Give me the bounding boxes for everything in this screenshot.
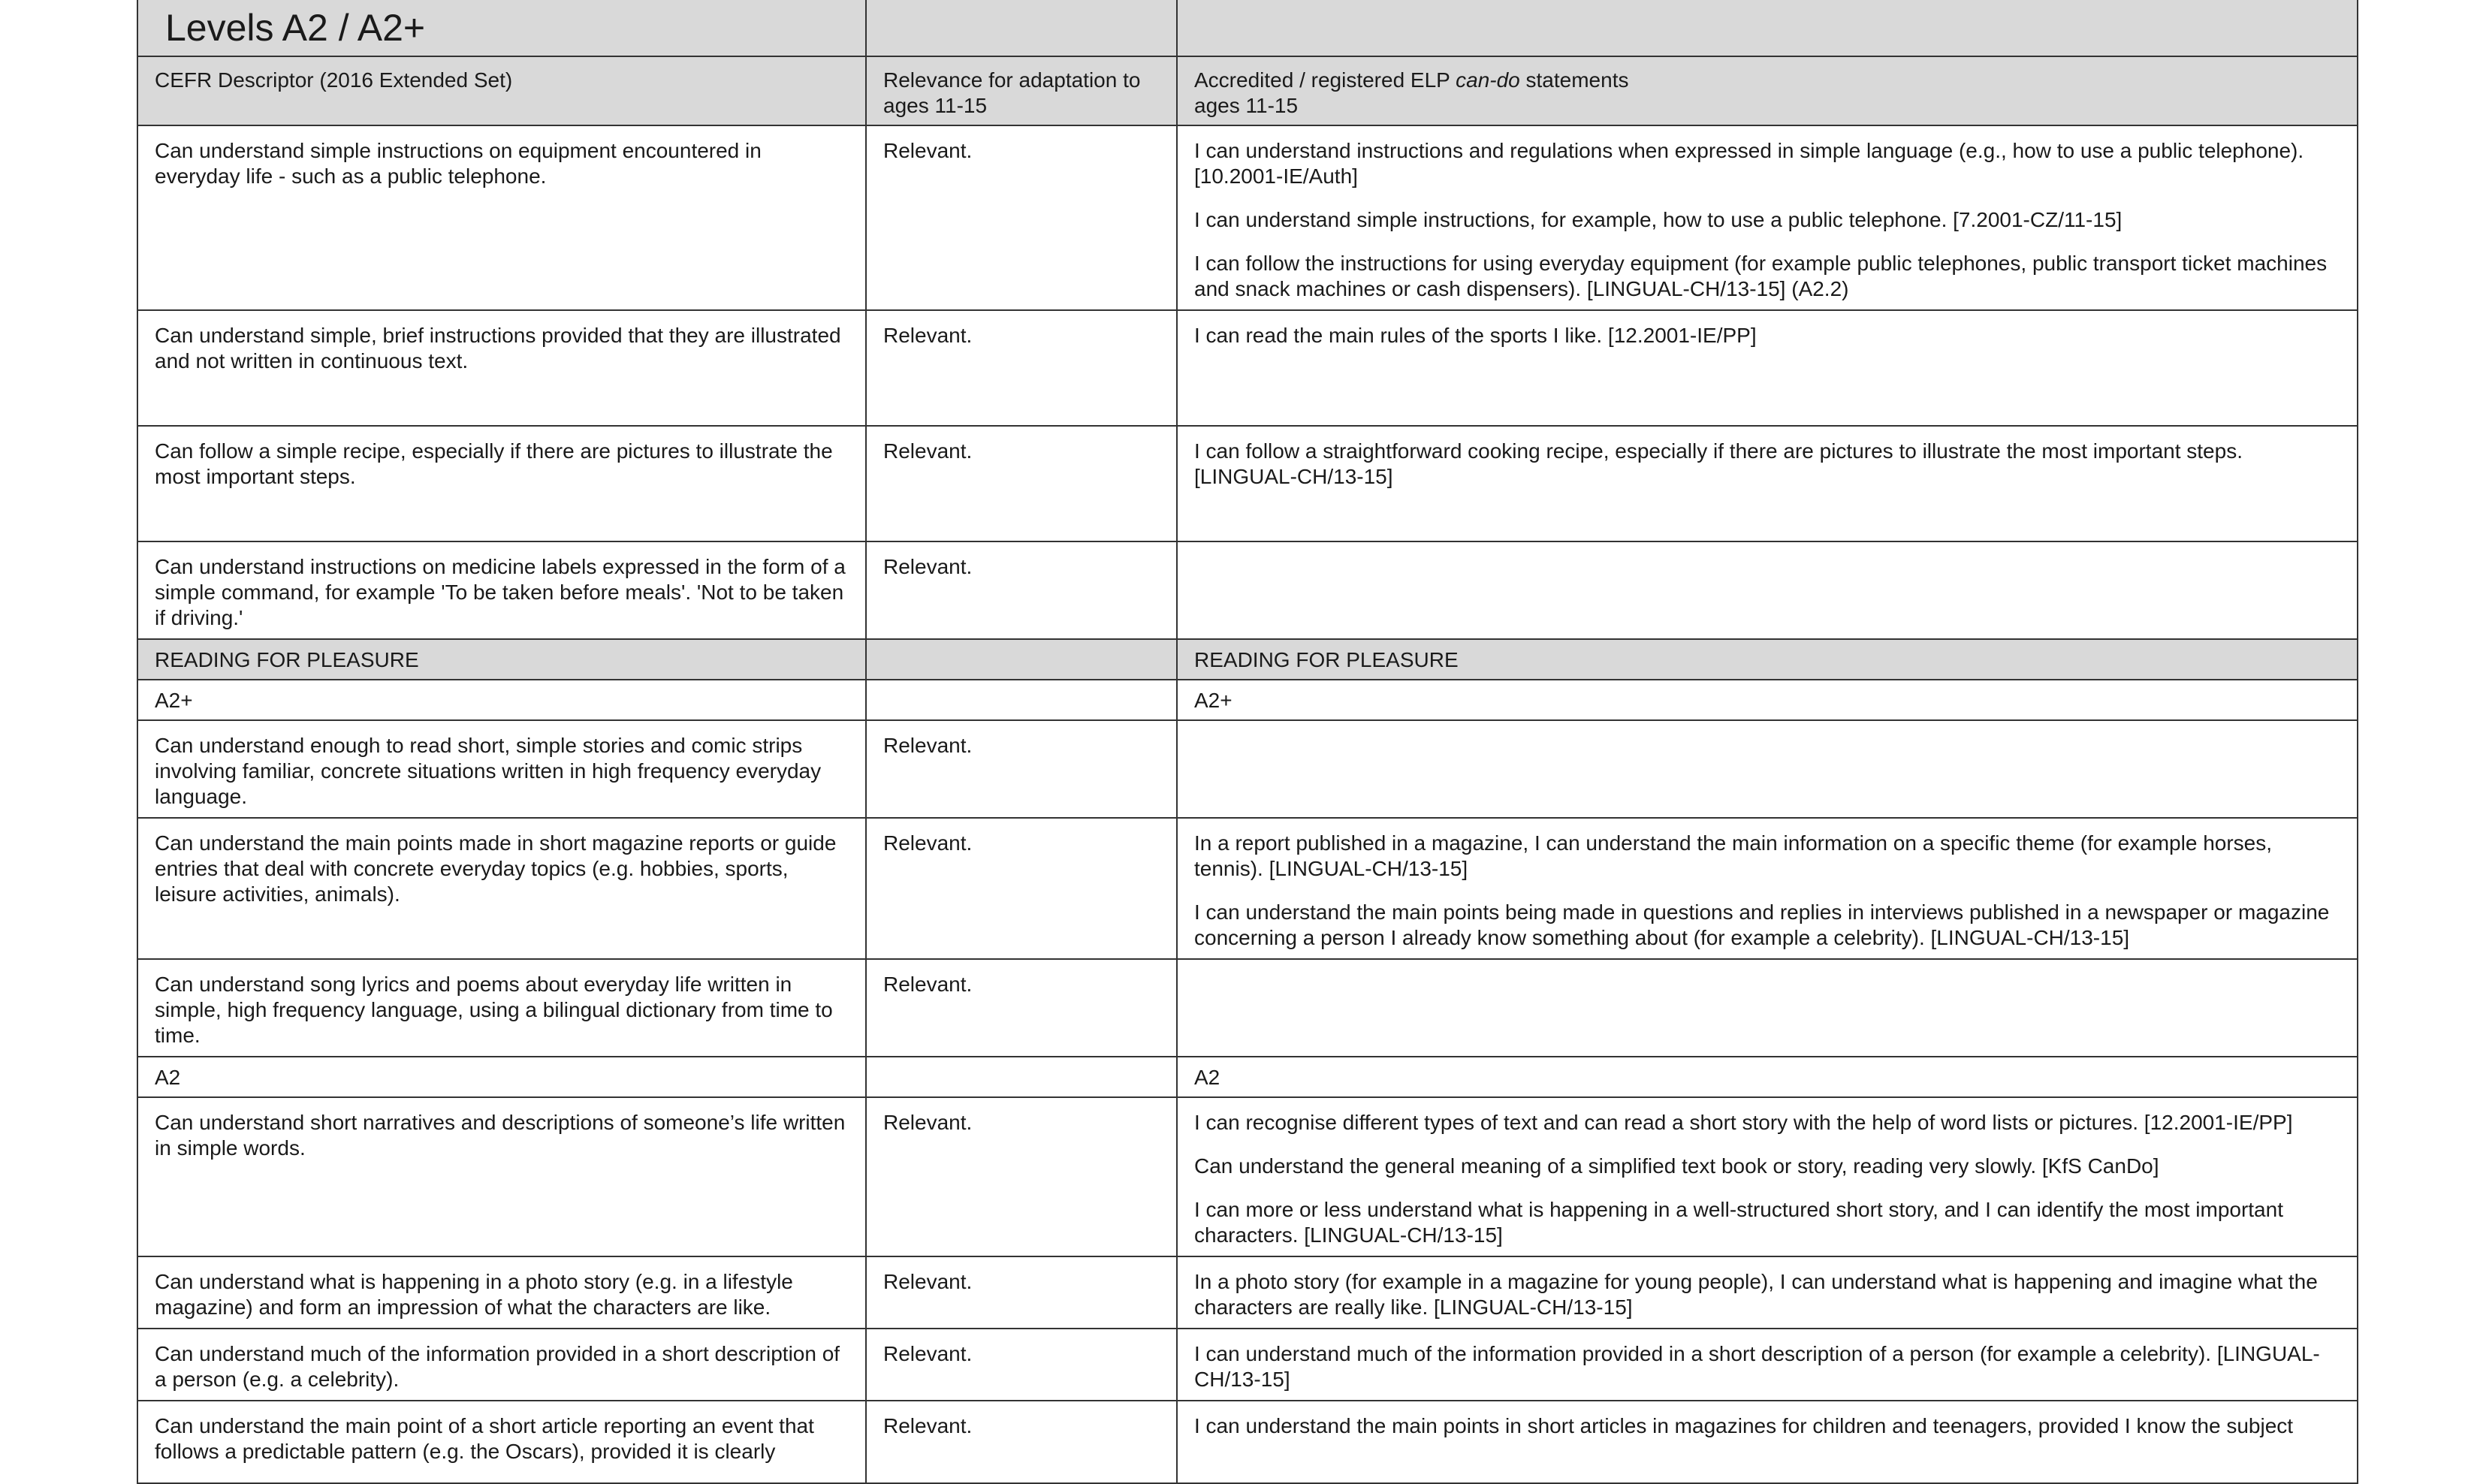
statements-cell xyxy=(1177,1329,2358,1401)
relevance-cell: Relevant. xyxy=(866,1329,1177,1401)
page-title: Levels A2 / A2+ xyxy=(165,7,426,49)
statement: I can recognise different types of text and can read a short story with the help of word lists or pictures. [12.2001-IE/PP] xyxy=(1194,1111,2293,1134)
title-row xyxy=(137,0,2358,56)
header-statements-pre: Accredited / registered ELP xyxy=(1194,68,1456,92)
header-descriptor-label: CEFR Descriptor (2016 Extended Set) xyxy=(155,68,513,92)
descriptor-cell: Can understand instructions on medicine labels expressed in the form of a simple command, for example 'To be taken before meals'. 'Not to be taken if driving.' xyxy=(137,541,866,639)
relevance-cell: Relevant. xyxy=(866,541,1177,639)
statement: I can understand much of the information provided in a short description of a person (for example a celebrity). [LINGUAL-CH/13-15] xyxy=(1194,1342,2320,1391)
statements-cell xyxy=(1177,310,2358,426)
header-statements xyxy=(1177,56,2358,125)
statements-cell xyxy=(1177,959,2358,1057)
descriptor-cell: Can understand song lyrics and poems about everyday life written in simple, high frequency language, using a bilingual dictionary from time to time. xyxy=(137,959,866,1057)
descriptor-cell: Can follow a simple recipe, especially if there are pictures to illustrate the most important steps. xyxy=(137,426,866,541)
title-empty-cell xyxy=(1177,0,2358,56)
descriptor-cell: Can understand what is happening in a photo story (e.g. in a lifestyle magazine) and form an impression of what the characters are like. xyxy=(137,1256,866,1329)
descriptor-cell: Can understand simple instructions on equipment encountered in everyday life - such as a public telephone. xyxy=(137,125,866,310)
header-row xyxy=(137,56,2358,125)
title-cell xyxy=(137,0,866,56)
table-row xyxy=(137,310,2358,426)
descriptor-cell: Can understand much of the information provided in a short description of a person (e.g. a celebrity). xyxy=(137,1329,866,1401)
table-row xyxy=(137,720,2358,818)
statement: I can follow the instructions for using everyday equipment (for example public telephones, public transport ticket machines and snack machines or cash dispensers). [LINGUAL-CH/13-15] (A2.2) xyxy=(1194,252,2328,300)
header-statements-line1 xyxy=(1194,68,2342,93)
section-empty-cell xyxy=(866,639,1177,680)
relevance-cell: Relevant. xyxy=(866,125,1177,310)
statement: I can understand the main points in short articles in magazines for children and teenagers, provided I know the subject xyxy=(1194,1414,2294,1437)
statements-cell xyxy=(1177,720,2358,818)
table-row xyxy=(137,1329,2358,1401)
descriptor-cell: Can understand short narratives and descriptions of someone’s life written in simple words. xyxy=(137,1097,866,1256)
relevance-cell: Relevant. xyxy=(866,310,1177,426)
level-row xyxy=(137,680,2358,720)
relevance-cell: Relevant. xyxy=(866,1097,1177,1256)
statements-cell xyxy=(1177,1256,2358,1329)
descriptor-cell: Can understand the main point of a short article reporting an event that follows a predictable pattern (e.g. the Oscars), provided it is clearly xyxy=(137,1401,866,1483)
relevance-cell: Relevant. xyxy=(866,1256,1177,1329)
statements-cell xyxy=(1177,541,2358,639)
statement: Can understand the general meaning of a simplified text book or story, reading very slowly. [KfS CanDo] xyxy=(1194,1154,2159,1178)
statement: I can read the main rules of the sports I like. [12.2001-IE/PP] xyxy=(1194,324,1757,347)
header-statements-post: statements xyxy=(1519,68,1629,92)
header-relevance xyxy=(866,56,1177,125)
statement: I can follow a straightforward cooking recipe, especially if there are pictures to illustrate the most important steps. [LINGUAL-CH/13-15] xyxy=(1194,439,2243,488)
header-relevance-line1: Relevance for adaptation to xyxy=(883,68,1141,92)
section-label: READING FOR PLEASURE xyxy=(1177,639,2358,680)
statement: I can understand instructions and regulations when expressed in simple language (e.g., how to use a public telephone). [10.2001-IE/Auth] xyxy=(1194,139,2304,188)
table-row xyxy=(137,541,2358,639)
table-row xyxy=(137,1256,2358,1329)
table-row xyxy=(137,1097,2358,1256)
statement: I can more or less understand what is happening in a well-structured short story, and I can identify the most important characters. [LINGUAL-CH/13-15] xyxy=(1194,1198,2283,1247)
statement: In a photo story (for example in a magazine for young people), I can understand what is happening and imagine what the characters are really like. [LINGUAL-CH/13-15] xyxy=(1194,1270,2318,1319)
statements-cell xyxy=(1177,125,2358,310)
title-empty-cell xyxy=(866,0,1177,56)
statements-cell xyxy=(1177,818,2358,959)
header-relevance-line2: ages 11-15 xyxy=(883,94,988,117)
descriptor-cell: Can understand enough to read short, simple stories and comic strips involving familiar, concrete situations written in high frequency everyday language. xyxy=(137,720,866,818)
statement: I can understand the main points being made in questions and replies in interviews published in a newspaper or magazine concerning a person I already know something about (for example a celebrity). [LINGUAL-CH/13-15] xyxy=(1194,900,2330,949)
descriptor-cell: Can understand the main points made in short magazine reports or guide entries that deal with concrete everyday topics (e.g. hobbies, sports, leisure activities, animals). xyxy=(137,818,866,959)
descriptor-cell: Can understand simple, brief instructions provided that they are illustrated and not written in continuous text. xyxy=(137,310,866,426)
statement: I can understand simple instructions, for example, how to use a public telephone. [7.2001-CZ/11-15] xyxy=(1194,208,2123,231)
level-empty-cell xyxy=(866,1057,1177,1097)
level-label: A2+ xyxy=(137,680,866,720)
header-statements-line2: ages 11-15 xyxy=(1194,94,1299,117)
relevance-cell: Relevant. xyxy=(866,1401,1177,1483)
relevance-cell: Relevant. xyxy=(866,426,1177,541)
level-label: A2 xyxy=(137,1057,866,1097)
level-label: A2 xyxy=(1177,1057,2358,1097)
level-empty-cell xyxy=(866,680,1177,720)
relevance-cell: Relevant. xyxy=(866,818,1177,959)
header-statements-em: can-do xyxy=(1456,68,1520,92)
statements-cell xyxy=(1177,1097,2358,1256)
section-label: READING FOR PLEASURE xyxy=(137,639,866,680)
statements-cell xyxy=(1177,426,2358,541)
relevance-cell: Relevant. xyxy=(866,959,1177,1057)
descriptor-table xyxy=(137,0,2358,1484)
relevance-cell: Relevant. xyxy=(866,720,1177,818)
table-row xyxy=(137,125,2358,310)
table-row xyxy=(137,959,2358,1057)
statement: In a report published in a magazine, I can understand the main information on a specific theme (for example horses, tennis). [LINGUAL-CH/13-15] xyxy=(1194,831,2273,880)
section-row xyxy=(137,639,2358,680)
level-label: A2+ xyxy=(1177,680,2358,720)
level-row xyxy=(137,1057,2358,1097)
statements-cell xyxy=(1177,1401,2358,1483)
header-descriptor xyxy=(137,56,866,125)
table-row xyxy=(137,818,2358,959)
table-row xyxy=(137,426,2358,541)
table-row xyxy=(137,1401,2358,1483)
